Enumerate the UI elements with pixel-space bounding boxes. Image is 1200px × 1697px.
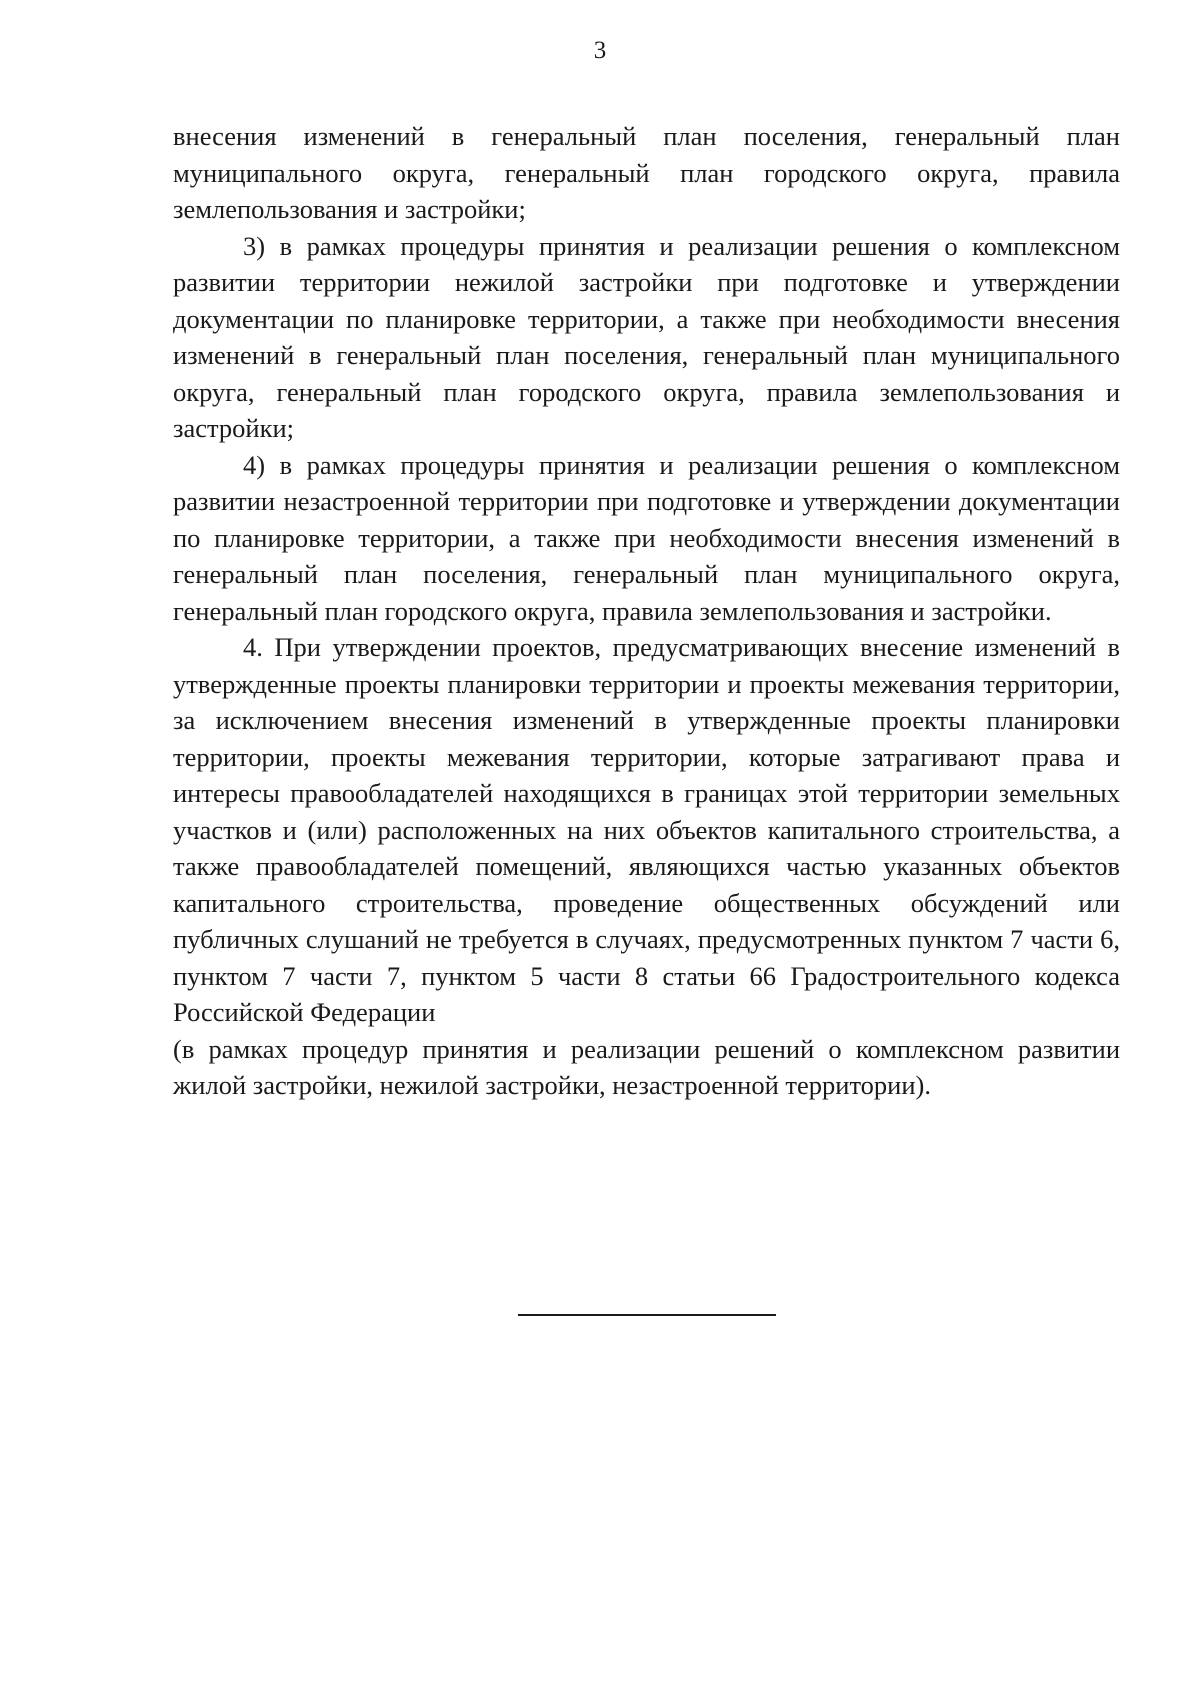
page-number: 3 [593,37,607,64]
paragraph-item-4: 4) в рамках процедуры принятия и реализации решения о комплексном развитии незастроенной территории при подготовке и утверждении документации по планировке территории, а также при необходимости внесения изменений в генеральный план поселения, генеральный план муниципального округа, генеральный план городского округа, правила землепользования и застройки. [173,449,1120,626]
paragraph-item-3: 3) в рамках процедуры принятия и реализации решения о комплексном развитии территории нежилой застройки при подготовке и утверждении документации по планировке территории, а также при необходимости внесения изменений в генеральный план поселения, генеральный план муниципального округа, генеральный план городского округа, правила землепользования и застройки; [173,230,1120,443]
paragraph-continuation: внесения изменений в генеральный план поселения, генеральный план муниципального округа, генеральный план городского округа, правила землепользования и застройки; [173,121,1120,224]
paragraph-section-4: 4. При утверждении проектов, предусматривающих внесение изменений в утвержденные проекты планировки территории и проекты межевания территории, за исключением внесения изменений в утвержденные проекты планировки территории, проекты межевания территории, которые затрагивают права и интересы правообладателей находящихся в границах этой территории земельных участков и (или) расположенных на них объектов капитального строительства, а также правообладателей помещений, являющихся частью указанных объектов капитального строительства, проведение общественных обсуждений или публичных слушаний не требуется в случаях, предусмотренных пунктом 7 части 6, пунктом 7 части 7, пунктом 5 части 8 статьи 66 Градостроительного кодекса Российской Федерации [173,632,1120,1027]
end-of-text-divider [518,1314,776,1316]
document-body [173,118,1120,1104]
paragraph-scope-note: (в рамках процедур принятия и реализации решений о комплексном развитии жилой застройки, нежилой застройки, незастроенной территории). [173,1033,1120,1100]
